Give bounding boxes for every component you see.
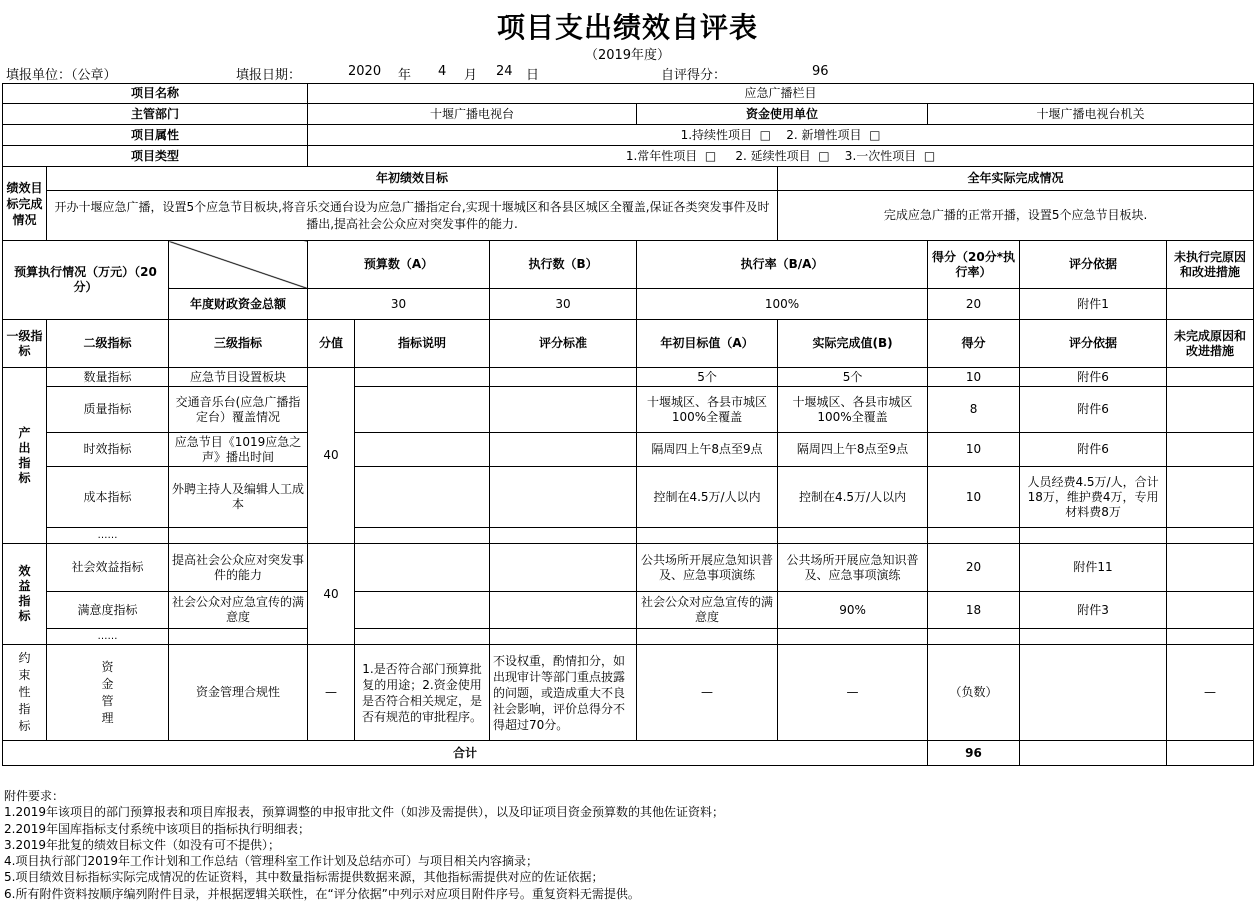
note-item: 1.2019年该项目的部门预算报表和项目库报表，预算调整的申报审批文件（如涉及需提供），以及印证项目资金预算数的其他佐证资料；: [4, 805, 724, 820]
budget-col-score: 得分（20分*执行率）: [928, 241, 1020, 289]
empty-cell: [928, 629, 1020, 645]
goals-actual-text: 完成应急广播的正常开播，设置5个应急节目板块.: [778, 191, 1254, 241]
note-item: 6.所有附件资料按顺序编列附件目录，并根据逻辑关联性，在“评分依据”中列示对应项目附件序号。重复资料无需提供。: [4, 886, 640, 901]
attachment-notes: [4, 788, 1249, 902]
page-subtitle: （2019年度）: [584, 48, 671, 63]
output-standard: [490, 467, 637, 528]
output-score: 10: [928, 368, 1020, 387]
goals-side-label: 绩效目标完成情况: [3, 167, 47, 241]
page-title: 项目支出绩效自评表: [496, 11, 758, 44]
total-row: [3, 741, 1254, 766]
empty-cell: [928, 528, 1020, 544]
note-item: 4.项目执行部门2019年工作计划和工作总结（管理科室工作计划及总结亦可）与项目相关内容摘录；: [4, 854, 538, 869]
table-row: [3, 592, 1254, 629]
output-target: 隔周四上午8点至9点: [637, 433, 778, 467]
empty-cell: [778, 528, 928, 544]
output-l3: 外聘主持人及编辑人工成本: [169, 467, 308, 528]
benefit-desc: [355, 544, 490, 592]
ind-header-basis: 评分依据: [1020, 320, 1167, 368]
table-row: [3, 467, 1254, 528]
note-item: 3.2019年批复的绩效目标文件（如没有可不提供）；: [4, 837, 280, 852]
benefit-reason: [1167, 544, 1254, 592]
self-score-value: 96: [812, 64, 829, 79]
fund-unit-label: 资金使用单位: [637, 104, 928, 125]
header-meta: [6, 64, 1251, 82]
benefit-basis: 附件3: [1020, 592, 1167, 629]
date-day-unit: 日: [526, 68, 540, 83]
total-label: 合计: [3, 741, 928, 766]
budget-header-row: [3, 241, 1254, 289]
benefit-actual: 公共场所开展应急知识普及、应急事项演练: [778, 544, 928, 592]
budget-value-row: [3, 289, 1254, 320]
dept-value: 十堰广播电视台: [308, 104, 637, 125]
benefit-actual: 90%: [778, 592, 928, 629]
empty-cell: [169, 528, 308, 544]
constraint-reason: —: [1167, 645, 1254, 741]
ind-header-reason: 未完成原因和改进措施: [1167, 320, 1254, 368]
indicator-header-row: [3, 320, 1254, 368]
output-desc: [355, 387, 490, 433]
output-l3: 交通音乐台(应急广播指定台）覆盖情况: [169, 387, 308, 433]
output-actual: 控制在4.5万/人以内: [778, 467, 928, 528]
constraint-desc: 1.是否符合部门预算批复的用途；2.资金使用是否符合相关规定，是否有规范的审批程序。: [355, 645, 490, 741]
table-row: [3, 544, 1254, 592]
output-target: 十堰城区、各县市城区100%全覆盖: [637, 387, 778, 433]
output-reason: [1167, 433, 1254, 467]
empty-cell: [355, 629, 490, 645]
goals-actual-header: 全年实际完成情况: [778, 167, 1254, 191]
project-name-value: 应急广播栏目: [308, 84, 1254, 104]
output-target: 控制在4.5万/人以内: [637, 467, 778, 528]
info-row-dept: [3, 104, 1254, 125]
evaluation-table: [2, 83, 1254, 766]
date-label: 填报日期：: [236, 68, 302, 83]
empty-cell: [1020, 741, 1167, 766]
benefit-standard: [490, 592, 637, 629]
budget-score-value: 20: [928, 289, 1020, 320]
output-actual: 隔周四上午8点至9点: [778, 433, 928, 467]
attr-label: 项目属性: [3, 125, 308, 146]
note-item: 5.项目绩效目标指标实际完成情况的佐证资料，其中数量指标需提供数据来源，其他指标需提供对应的佐证依据；: [4, 870, 604, 885]
budget-col-rate: 执行率（B/A）: [637, 241, 928, 289]
output-reason: [1167, 368, 1254, 387]
ind-header-actual: 实际完成值(B): [778, 320, 928, 368]
constraint-standard: 不设权重，酌情扣分，如出现审计等部门重点披露的问题，或造成重大不良社会影响，评价总得分不得超过70分。: [490, 645, 637, 741]
goals-initial-text: 开办十堰应急广播，设置5个应急节目板块,将音乐交通台设为应急广播指定台,实现十堰城区和各县区城区全覆盖,保证各类突发事件及时播出,提高社会公众应对突发事件的能力.: [47, 191, 778, 241]
benefit-points: 40: [308, 544, 355, 645]
output-l2: 数量指标: [47, 368, 169, 387]
type-value: 1.常年性项目 □ 2. 延续性项目 □ 3.一次性项目 □: [308, 146, 1254, 167]
notes-title: 附件要求：: [4, 789, 65, 803]
benefit-ellipsis: ……: [47, 629, 169, 645]
benefit-l2: 满意度指标: [47, 592, 169, 629]
constraint-score: （负数）: [928, 645, 1020, 741]
budget-basis-value: 附件1: [1020, 289, 1167, 320]
constraint-l3: 资金管理合规性: [169, 645, 308, 741]
empty-cell: [490, 629, 637, 645]
constraint-l2: 资金管理: [47, 645, 169, 741]
exec-value: 30: [490, 289, 637, 320]
table-row: [3, 387, 1254, 433]
output-score: 8: [928, 387, 1020, 433]
budget-col-budget: 预算数（A）: [308, 241, 490, 289]
budget-value: 30: [308, 289, 490, 320]
benefit-target: 公共场所开展应急知识普及、应急事项演练: [637, 544, 778, 592]
budget-reason-value: [1167, 289, 1254, 320]
table-row: [3, 629, 1254, 645]
empty-cell: [637, 629, 778, 645]
benefit-l2: 社会效益指标: [47, 544, 169, 592]
date-month: 4: [438, 64, 447, 79]
date-year-unit: 年: [398, 68, 412, 83]
empty-cell: [778, 629, 928, 645]
output-desc: [355, 467, 490, 528]
goals-initial-header: 年初绩效目标: [47, 167, 778, 191]
output-target: 5个: [637, 368, 778, 387]
ind-header-target: 年初目标值（A）: [637, 320, 778, 368]
benefit-standard: [490, 544, 637, 592]
budget-label: 预算执行情况（万元）（20分）: [3, 241, 169, 320]
output-points: 40: [308, 368, 355, 544]
dept-label: 主管部门: [3, 104, 308, 125]
constraint-points: —: [308, 645, 355, 741]
output-desc: [355, 433, 490, 467]
constraint-level1: 约束性指标: [3, 645, 47, 741]
output-basis: 人员经费4.5万/人，合计18万，维护费4万，专用材料费8万: [1020, 467, 1167, 528]
info-row-attr: [3, 125, 1254, 146]
output-reason: [1167, 467, 1254, 528]
table-row: [3, 528, 1254, 544]
output-reason: [1167, 387, 1254, 433]
total-score: 96: [928, 741, 1020, 766]
date-year: 2020: [348, 64, 382, 79]
output-l2: 时效指标: [47, 433, 169, 467]
output-standard: [490, 433, 637, 467]
benefit-basis: 附件11: [1020, 544, 1167, 592]
empty-cell: [1167, 741, 1254, 766]
output-ellipsis: ……: [47, 528, 169, 544]
benefit-score: 18: [928, 592, 1020, 629]
table-row: [3, 368, 1254, 387]
output-level1: 产出指标: [3, 368, 47, 544]
empty-cell: [169, 629, 308, 645]
output-l3: 应急节目《1019应急之声》播出时间: [169, 433, 308, 467]
empty-cell: [355, 528, 490, 544]
goals-header-row: [3, 167, 1254, 191]
ind-header-level3: 三级指标: [169, 320, 308, 368]
output-score: 10: [928, 467, 1020, 528]
constraint-target: —: [637, 645, 778, 741]
rate-value: 100%: [637, 289, 928, 320]
benefit-reason: [1167, 592, 1254, 629]
ind-header-standard: 评分标准: [490, 320, 637, 368]
benefit-level1: 效益指标: [3, 544, 47, 645]
benefit-target: 社会公众对应急宣传的满意度: [637, 592, 778, 629]
output-basis: 附件6: [1020, 387, 1167, 433]
output-l3: 应急节目设置板块: [169, 368, 308, 387]
empty-cell: [1020, 528, 1167, 544]
unit-label: 填报单位：（公章）: [6, 68, 117, 83]
info-row-type: [3, 146, 1254, 167]
output-basis: 附件6: [1020, 368, 1167, 387]
benefit-score: 20: [928, 544, 1020, 592]
attr-value: 1.持续性项目 □ 2. 新增性项目 □: [308, 125, 1254, 146]
benefit-l3: 提高社会公众应对突发事件的能力: [169, 544, 308, 592]
empty-cell: [1167, 528, 1254, 544]
output-l2: 质量指标: [47, 387, 169, 433]
budget-diagonal-cell: [169, 241, 308, 289]
output-standard: [490, 387, 637, 433]
constraint-actual: —: [778, 645, 928, 741]
info-row-name: [3, 84, 1254, 104]
table-row: [3, 645, 1254, 741]
project-name-label: 项目名称: [3, 84, 308, 104]
output-desc: [355, 368, 490, 387]
ind-header-level2: 二级指标: [47, 320, 169, 368]
budget-col-reason: 未执行完原因和改进措施: [1167, 241, 1254, 289]
output-score: 10: [928, 433, 1020, 467]
fund-unit-value: 十堰广播电视台机关: [928, 104, 1254, 125]
ind-header-points: 分值: [308, 320, 355, 368]
goals-content-row: [3, 191, 1254, 241]
benefit-l3: 社会公众对应急宣传的满意度: [169, 592, 308, 629]
self-score-label: 自评得分：: [661, 68, 727, 83]
ind-header-level1: 一级指标: [3, 320, 47, 368]
output-actual: 5个: [778, 368, 928, 387]
empty-cell: [490, 528, 637, 544]
empty-cell: [637, 528, 778, 544]
date-month-unit: 月: [464, 68, 478, 83]
empty-cell: [1020, 629, 1167, 645]
note-item: 2.2019年国库指标支付系统中该项目的指标执行明细表；: [4, 821, 310, 836]
ind-header-score: 得分: [928, 320, 1020, 368]
table-row: [3, 433, 1254, 467]
budget-row-label: 年度财政资金总额: [169, 289, 308, 320]
ind-header-desc: 指标说明: [355, 320, 490, 368]
budget-col-basis: 评分依据: [1020, 241, 1167, 289]
output-actual: 十堰城区、各县市城区100%全覆盖: [778, 387, 928, 433]
type-label: 项目类型: [3, 146, 308, 167]
output-l2: 成本指标: [47, 467, 169, 528]
output-standard: [490, 368, 637, 387]
budget-col-exec: 执行数（B）: [490, 241, 637, 289]
empty-cell: [1167, 629, 1254, 645]
date-day: 24: [496, 64, 513, 79]
constraint-basis: [1020, 645, 1167, 741]
output-basis: 附件6: [1020, 433, 1167, 467]
benefit-desc: [355, 592, 490, 629]
